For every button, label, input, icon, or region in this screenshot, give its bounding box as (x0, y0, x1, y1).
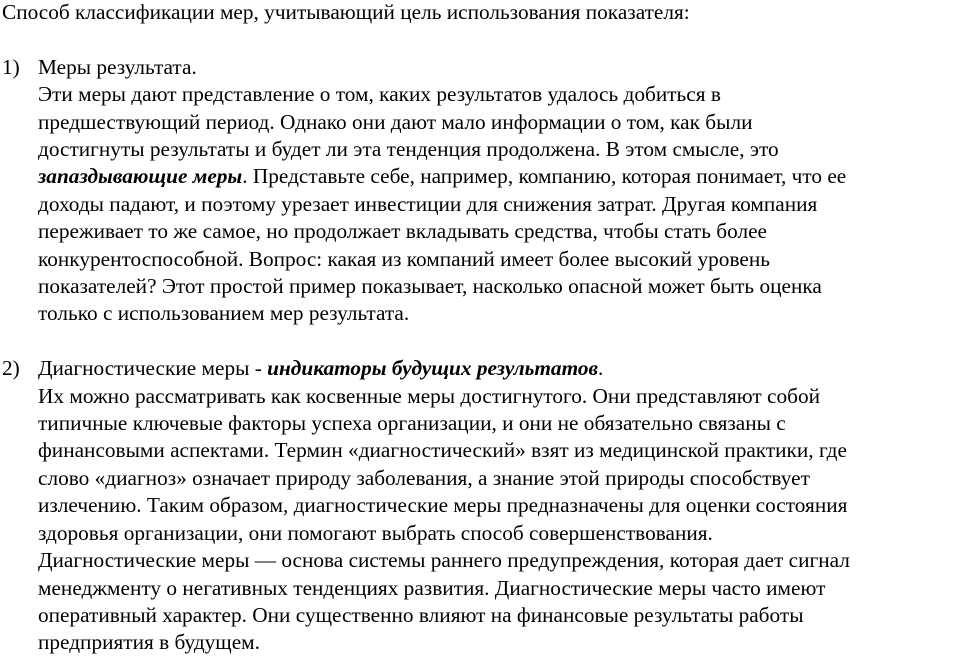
emphasized-term: индикаторы будущих результатов (267, 356, 599, 381)
text-line: показателей? Этот простой пример показывает, насколько опасной может быть оценка (38, 274, 822, 299)
document-page (2, 0, 960, 657)
list-number: 2) (2, 356, 20, 381)
text-line: доходы падают, и поэтому урезает инвестиции для снижения затрат. Другая компания (38, 191, 818, 216)
text-line: Диагностические меры — основа системы раннего предупреждения, которая дает сигнал (38, 548, 850, 573)
text-line: финансовыми аспектами. Термин «диагностический» взят из медицинской практики, где (38, 438, 847, 463)
text-line: достигнуты результаты и будет ли эта тенденция продолжена. В этом смысле, это (38, 137, 779, 162)
spacer (2, 26, 960, 53)
text-line: Эти меры дают представление о том, каких результатов удалось добиться в (38, 82, 721, 107)
list-item-diagnostic (2, 355, 960, 656)
item-paragraph (38, 355, 960, 656)
heading-suffix: . (598, 356, 604, 381)
list-number: 1) (2, 54, 20, 79)
text-line: переживает то же самое, но продолжает вкладывать средства, чтобы стать более (38, 219, 768, 244)
term-tail: . Представьте себе, например, компанию, которая понимает, что ее (242, 164, 847, 189)
heading-prefix: Диагностические меры - (38, 356, 268, 381)
text-line-with-term (38, 163, 960, 190)
text-line: предшествующий период. Однако они дают мало информации о том, как были (38, 109, 753, 134)
text-line: здоровья организации, они помогают выбрать способ совершенствования. (38, 520, 713, 545)
item-paragraph (38, 54, 960, 328)
intro-heading: Способ классификации мер, учитывающий цель использования показателя: (2, 0, 690, 24)
text-line: оперативный характер. Они существенно влияют на финансовые результаты работы (38, 602, 804, 627)
item-heading: Меры результата. (38, 54, 197, 79)
text-line: менеджменту о негативных тенденциях развития. Диагностические меры часто имеют (38, 575, 826, 600)
text-line: предприятия в будущем. (38, 630, 260, 655)
text-line: типичные ключевые факторы успеха организации, и они не обязательно связаны с (38, 411, 786, 436)
text-line: конкурентоспособной. Вопрос: какая из компаний имеет более высокий уровень (38, 246, 770, 271)
text-line: Их можно рассматривать как косвенные меры достигнутого. Они представляют собой (38, 383, 821, 408)
text-line: слово «диагноз» означает природу заболевания, а знание этой природы способствует (38, 465, 810, 490)
item-heading (38, 355, 960, 382)
spacer (2, 328, 960, 355)
text-line: излечению. Таким образом, диагностические меры предназначены для оценки состояния (38, 493, 848, 518)
text-line: только с использованием мер результата. (38, 301, 410, 326)
list-item-results (2, 54, 960, 328)
emphasized-term: запаздывающие меры (38, 164, 243, 189)
